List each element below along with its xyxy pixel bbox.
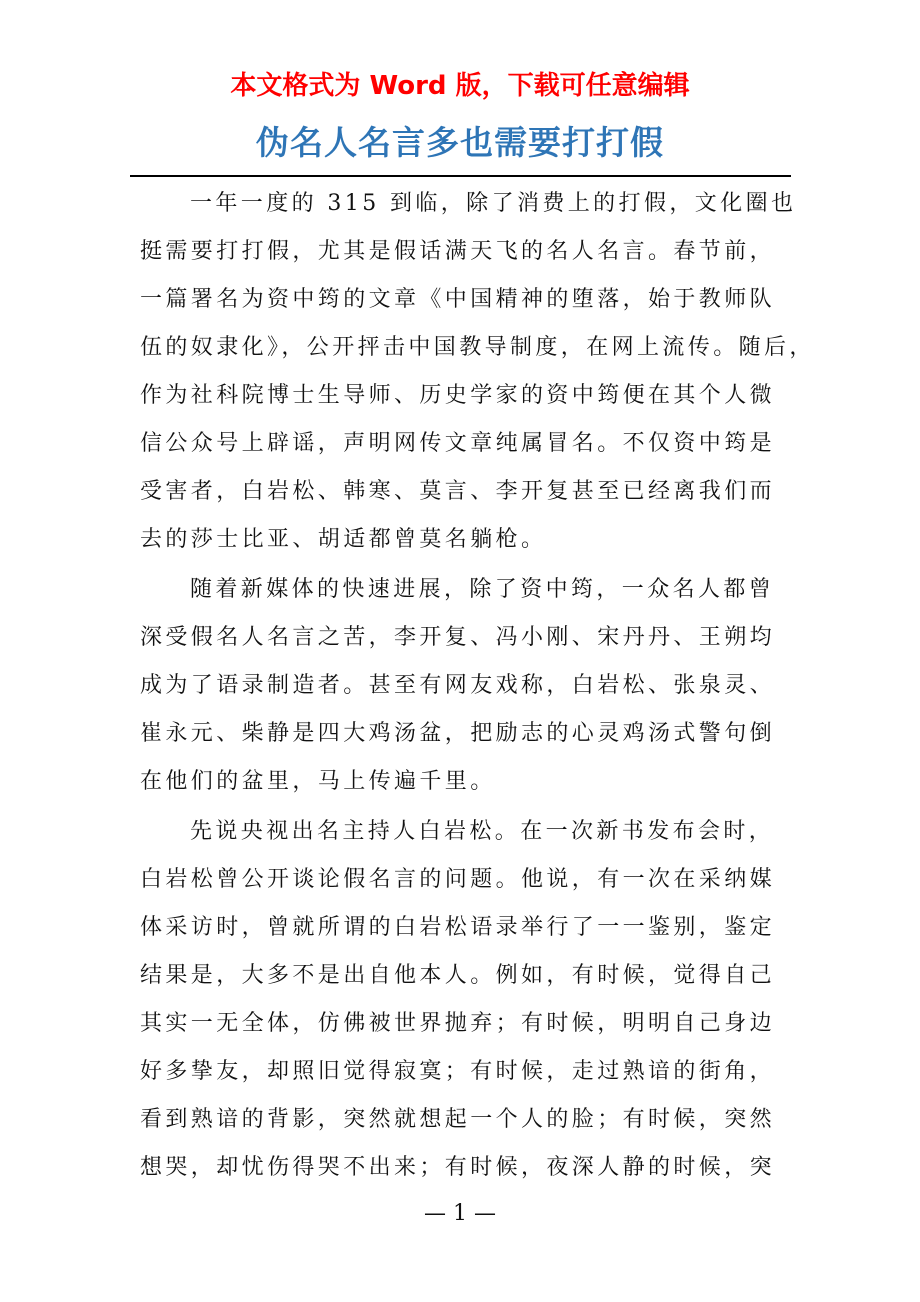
text-line: 深受假名人名言之苦，李开复、冯小刚、宋丹丹、王朔均 [140,625,776,650]
text-line: 受害者，白岩松、韩寒、莫言、李开复甚至已经离我们而 [140,479,776,504]
text-line: 崔永元、柴静是四大鸡汤盆，把励志的心灵鸡汤式警句倒 [140,721,776,746]
editable-notice: 本文格式为 Word 版，下载可任意编辑 [230,71,690,101]
text-line: 随着新媒体的快速进展，除了资中筠，一众名人都曾 [190,577,775,602]
text-line: 信公众号上辟谣，声明网传文章纯属冒名。不仅资中筠是 [140,431,776,456]
document-title: 伪名人名言多也需要打打假 [256,123,664,162]
text-line: 伍的奴隶化》，公开抨击中国教导制度，在网上流传。随后， [140,335,815,360]
paragraph-1 [140,180,815,564]
text-line: 好多挚友，却照旧觉得寂寞；有时候，走过熟谙的街角， [140,1059,776,1084]
text-line: 一年一度的 315 到临，除了消费上的打假，文化圈也 [190,191,797,216]
text-line: 一篇署名为资中筠的文章《中国精神的堕落，始于教师队 [140,287,776,312]
text-line: 其实一无全体，仿佛被世界抛弃；有时候，明明自己身边 [140,1011,776,1036]
text-line: 想哭，却忧伤得哭不出来；有时候，夜深人静的时候，突 [140,1155,776,1180]
text-line: 先说央视出名主持人白岩松。在一次新书发布会时， [190,819,775,844]
paragraph-2 [140,566,800,806]
text-line: 看到熟谙的背影，突然就想起一个人的脸；有时候，突然 [140,1107,776,1132]
text-line: 作为社科院博士生导师、历史学家的资中筠便在其个人微 [140,383,776,408]
text-line: 成为了语录制造者。甚至有网友戏称，白岩松、张泉灵、 [140,673,776,698]
paragraph-3 [140,808,800,1192]
text-line: 白岩松曾公开谈论假名言的问题。他说，有一次在采纳媒 [140,867,776,892]
title-divider [130,175,791,177]
page-number: — 1 — [424,1201,496,1226]
text-line: 在他们的盆里，马上传遍千里。 [140,769,496,794]
text-line: 去的莎士比亚、胡适都曾莫名躺枪。 [140,527,547,552]
text-line: 挺需要打打假，尤其是假话满天飞的名人名言。春节前， [140,239,776,264]
text-line: 体采访时，曾就所谓的白岩松语录举行了一一鉴别，鉴定 [140,915,776,940]
document-body [140,180,815,1194]
text-line: 结果是，大多不是出自他本人。例如，有时候，觉得自己 [140,963,776,988]
